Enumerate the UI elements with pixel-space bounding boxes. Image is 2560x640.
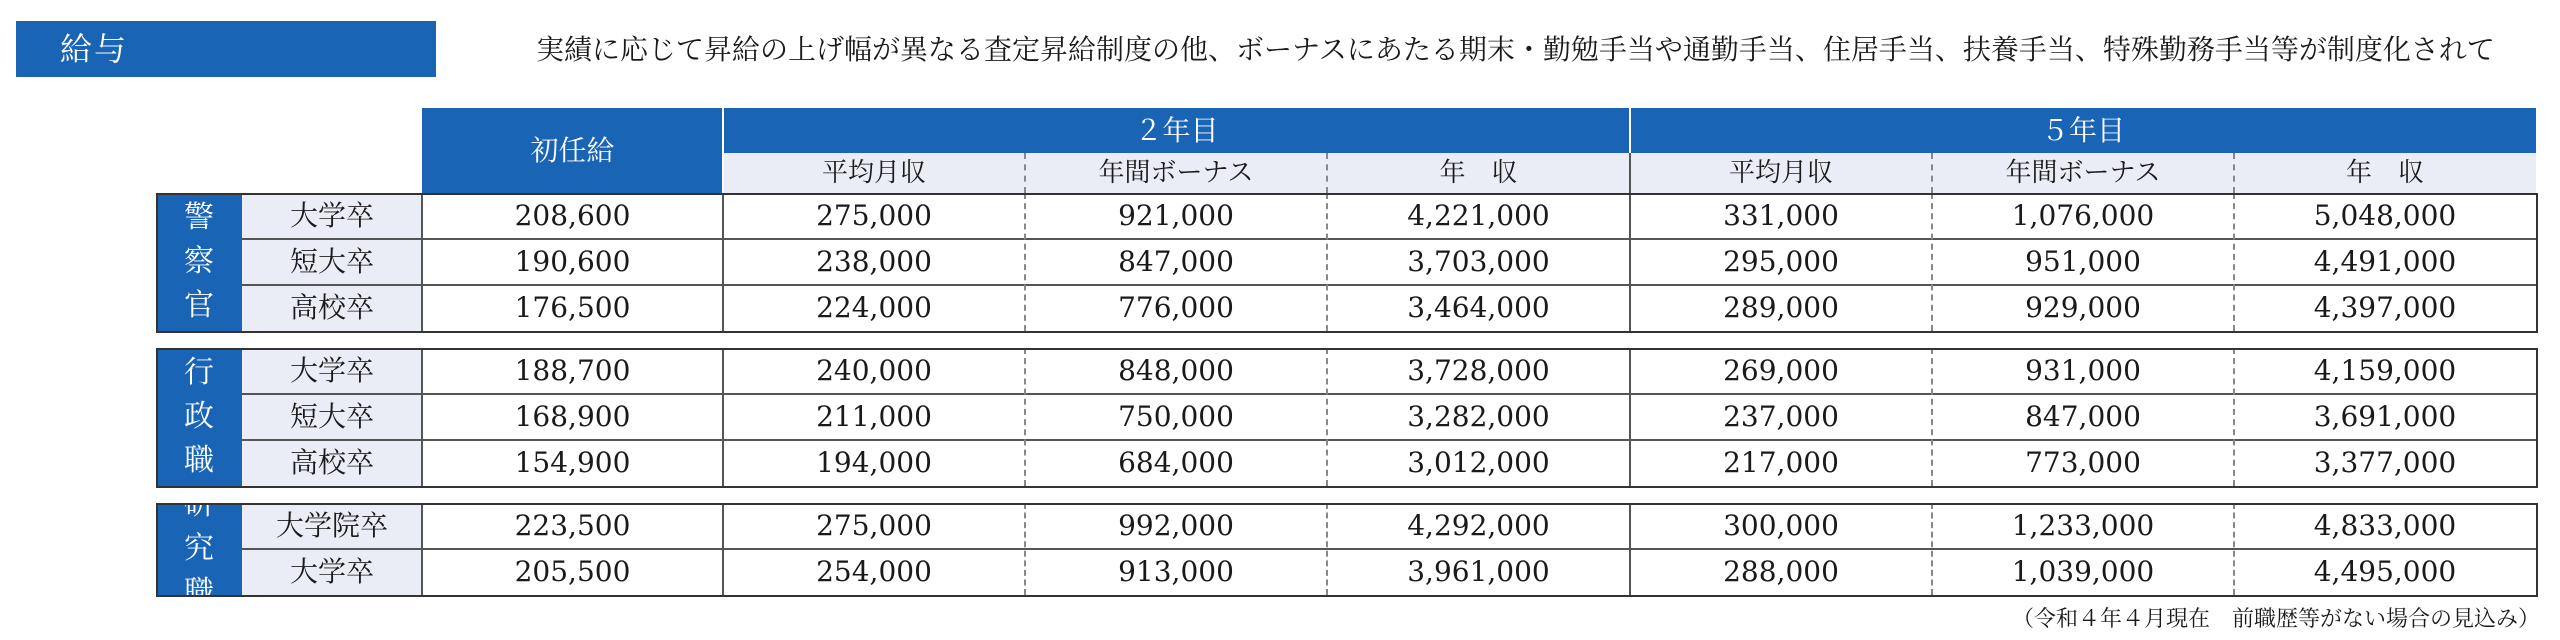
column-divider [1931,503,1933,595]
grade-label: 高校卒 [242,285,422,331]
table-cell: 3,012,000 [1407,446,1550,479]
column-divider [1629,193,1631,331]
header-year-2: ２年目 [723,108,1630,153]
group-label-char: 察 [184,244,214,279]
table-cell: 275,000 [816,509,932,542]
table-cell: 4,221,000 [1407,199,1550,232]
column-divider [1931,193,1933,331]
grade-label: 短大卒 [242,239,422,285]
table-cell: 3,728,000 [1407,354,1550,387]
table-cell: 921,000 [1118,199,1234,232]
column-divider [1326,193,1328,331]
column-divider [2233,348,2235,486]
column-divider [2233,193,2235,331]
table-cell: 684,000 [1118,446,1234,479]
table-cell: 237,000 [1723,400,1839,433]
grade-label: 大学卒 [242,549,422,595]
table-cell: 5,048,000 [2313,199,2457,232]
group-label-char: 行 [184,355,214,390]
table-cell: 750,000 [1118,400,1234,433]
table-cell: 289,000 [1723,291,1839,324]
table-cell: 188,700 [514,354,631,387]
row-divider [242,439,2536,441]
group-label-char: 職 [184,443,214,478]
column-divider [1629,348,1631,486]
table-cell: 3,377,000 [2313,446,2457,479]
table-cell: 4,292,000 [1407,509,1550,542]
group-label-char: 職 [184,575,214,610]
column-divider [2233,503,2235,595]
group-label-char: 警 [184,200,214,235]
table-cell: 190,600 [514,245,631,278]
header-divider [1024,153,1026,193]
header-divider [722,108,724,193]
column-divider [1629,503,1631,595]
sub-header-2: 年 収 [1327,153,1630,193]
column-divider [421,193,423,331]
sub-header-0: 平均月収 [723,153,1025,193]
table-cell: 1,233,000 [2011,509,2155,542]
grade-label: 高校卒 [242,440,422,486]
header-divider [1629,108,1631,153]
row-divider [242,393,2536,395]
header-year-5: ５年目 [1630,108,2536,153]
header-starting-salary: 初任給 [422,108,723,193]
sub-header-5: 年 収 [2234,153,2536,193]
header-divider [1629,153,1631,193]
group-label-char: 政 [184,399,214,434]
table-cell: 847,000 [2025,400,2141,433]
table-cell: 176,500 [514,291,631,324]
grade-label: 大学卒 [242,348,422,394]
table-cell: 217,000 [1723,446,1839,479]
header-divider [2233,153,2235,193]
group-label [156,348,242,486]
table-cell: 992,000 [1118,509,1234,542]
sub-header-1: 年間ボーナス [1025,153,1327,193]
column-divider [1326,503,1328,595]
group-label-char: 究 [184,531,214,566]
footnote: （令和４年４月現在 前職歴等がない場合の見込み） [2011,607,2540,632]
header-divider [1326,153,1328,193]
header-divider [1931,153,1933,193]
column-divider [1024,348,1026,486]
table-cell: 331,000 [1723,199,1839,232]
table-cell: 205,500 [514,555,631,588]
table-cell: 295,000 [1723,245,1839,278]
table-cell: 3,464,000 [1407,291,1550,324]
table-cell: 275,000 [816,199,932,232]
sub-header-3: 平均月収 [1630,153,1932,193]
table-cell: 4,159,000 [2313,354,2457,387]
group-label [156,487,242,610]
table-cell: 4,495,000 [2313,555,2457,588]
table-cell: 847,000 [1118,245,1234,278]
table-cell: 168,900 [514,400,631,433]
table-cell: 223,500 [514,509,631,542]
table-cell: 4,397,000 [2313,291,2457,324]
table-cell: 194,000 [816,446,932,479]
group-label-char: 研 [184,487,214,522]
table-cell: 951,000 [2025,245,2141,278]
table-cell: 931,000 [2025,354,2141,387]
column-divider [722,503,724,595]
table-cell: 300,000 [1723,509,1839,542]
table-cell: 288,000 [1723,555,1839,588]
column-divider [1024,503,1026,595]
row-divider [242,238,2536,240]
table-cell: 269,000 [1723,354,1839,387]
row-divider [242,548,2536,550]
table-cell: 254,000 [816,555,932,588]
table-cell: 3,691,000 [2313,400,2457,433]
column-divider [421,348,423,486]
table-cell: 238,000 [816,245,932,278]
table-cell: 211,000 [816,400,932,433]
table-cell: 154,900 [514,446,631,479]
column-divider [722,348,724,486]
table-cell: 913,000 [1118,555,1234,588]
grade-label: 大学卒 [242,193,422,239]
table-cell: 1,039,000 [2011,555,2155,588]
table-cell: 3,703,000 [1407,245,1550,278]
table-cell: 4,833,000 [2313,509,2457,542]
column-divider [1326,348,1328,486]
group-label [156,193,242,331]
table-cell: 224,000 [816,291,932,324]
table-cell: 776,000 [1118,291,1234,324]
grade-label: 大学院卒 [242,503,422,549]
column-divider [421,503,423,595]
table-cell: 773,000 [2025,446,2141,479]
table-cell: 929,000 [2025,291,2141,324]
table-cell: 240,000 [816,354,932,387]
table-cell: 848,000 [1118,354,1234,387]
group-label-char: 官 [184,288,214,323]
sub-header-4: 年間ボーナス [1932,153,2234,193]
row-divider [242,284,2536,286]
table-cell: 4,491,000 [2313,245,2457,278]
section-title: 給与 [16,21,436,77]
table-cell: 3,961,000 [1407,555,1550,588]
table-cell: 1,076,000 [2011,199,2155,232]
intro-text: 実績に応じて昇給の上げ幅が異なる査定昇給制度の他、ボーナスにあたる期末・勤勉手当や通勤手当、住居手当、扶養手当、特殊勤務手当等が制度化されて [536,33,2495,66]
column-divider [1931,348,1933,486]
table-cell: 3,282,000 [1407,400,1550,433]
column-divider [1024,193,1026,331]
column-divider [722,193,724,331]
grade-label: 短大卒 [242,394,422,440]
table-cell: 208,600 [514,199,631,232]
